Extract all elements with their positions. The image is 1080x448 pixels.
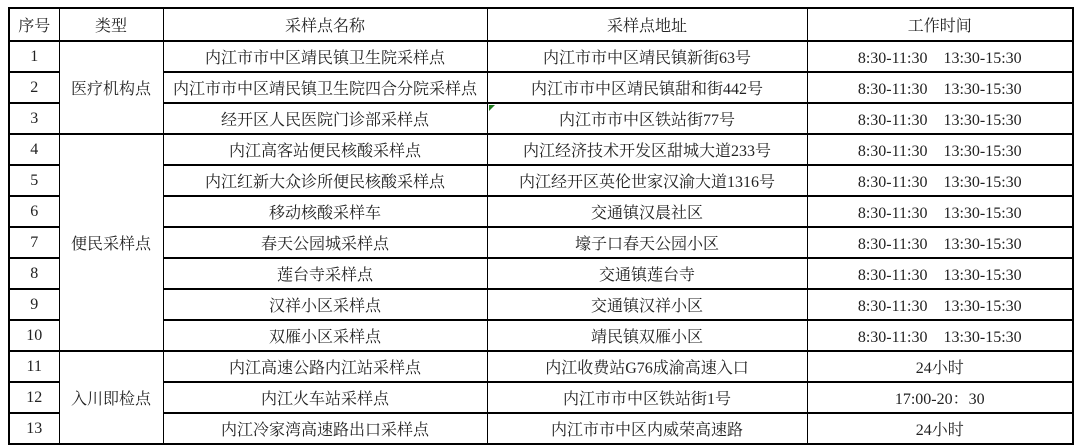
table-row (9, 103, 1073, 134)
table-row (9, 320, 1073, 351)
site-address-cell: 内江经开区英伦世家汉渝大道1316号 (487, 165, 807, 196)
site-address-cell: 内江市市中区靖民镇新街63号 (487, 41, 807, 72)
row-number-cell: 9 (9, 289, 59, 320)
site-name-cell: 经开区人民医院门诊部采样点 (163, 103, 487, 134)
table-row (9, 134, 1073, 165)
table-row (9, 165, 1073, 196)
row-number-cell: 5 (9, 165, 59, 196)
work-time-cell: 8:30-11:30 13:30-15:30 (807, 289, 1073, 320)
site-address-cell: 交通镇汉晨社区 (487, 196, 807, 227)
site-address-cell: 交通镇汉祥小区 (487, 289, 807, 320)
site-name-cell: 双雁小区采样点 (163, 320, 487, 351)
table-row (9, 258, 1073, 289)
work-time-cell: 8:30-11:30 13:30-15:30 (807, 134, 1073, 165)
site-name-cell: 移动核酸采样车 (163, 196, 487, 227)
work-time-cell: 8:30-11:30 13:30-15:30 (807, 320, 1073, 351)
site-name-cell: 内江市市中区靖民镇卫生院采样点 (163, 41, 487, 72)
site-address-cell (487, 103, 807, 134)
work-time-cell: 8:30-11:30 13:30-15:30 (807, 165, 1073, 196)
work-time-cell: 24小时 (807, 413, 1073, 444)
type-group-cell: 入川即检点 (59, 351, 163, 444)
type-group-cell: 便民采样点 (59, 134, 163, 351)
table-row (9, 413, 1073, 444)
site-name-cell: 春天公园城采样点 (163, 227, 487, 258)
site-address-cell: 靖民镇双雁小区 (487, 320, 807, 351)
table-row (9, 382, 1073, 413)
header-time: 工作时间 (807, 8, 1073, 41)
site-name-cell: 内江火车站采样点 (163, 382, 487, 413)
site-name-cell: 莲台寺采样点 (163, 258, 487, 289)
sampling-points-table (8, 7, 1074, 445)
site-address-cell: 内江市市中区靖民镇甜和街442号 (487, 72, 807, 103)
row-number-cell: 7 (9, 227, 59, 258)
table-row (9, 72, 1073, 103)
header-type: 类型 (59, 8, 163, 41)
work-time-cell: 8:30-11:30 13:30-15:30 (807, 196, 1073, 227)
site-address-cell: 交通镇莲台寺 (487, 258, 807, 289)
table-row (9, 196, 1073, 227)
type-group-cell: 医疗机构点 (59, 41, 163, 134)
row-number-cell: 6 (9, 196, 59, 227)
site-address-cell: 内江经济技术开发区甜城大道233号 (487, 134, 807, 165)
work-time-cell: 8:30-11:30 13:30-15:30 (807, 41, 1073, 72)
work-time-cell: 8:30-11:30 13:30-15:30 (807, 258, 1073, 289)
row-number-cell: 12 (9, 382, 59, 413)
row-number-cell: 1 (9, 41, 59, 72)
row-number-cell: 11 (9, 351, 59, 382)
table-row (9, 289, 1073, 320)
row-number-cell: 8 (9, 258, 59, 289)
site-address-text: 内江市市中区铁站街77号 (558, 112, 735, 129)
header-name: 采样点名称 (163, 8, 487, 41)
cell-corner-flag-icon (489, 105, 495, 111)
header-address: 采样点地址 (487, 8, 807, 41)
table-row (9, 227, 1073, 258)
header-no: 序号 (9, 8, 59, 41)
site-address-cell: 内江收费站G76成渝高速入口 (487, 351, 807, 382)
work-time-cell: 8:30-11:30 13:30-15:30 (807, 72, 1073, 103)
row-number-cell: 4 (9, 134, 59, 165)
work-time-cell: 8:30-11:30 13:30-15:30 (807, 227, 1073, 258)
row-number-cell: 3 (9, 103, 59, 134)
row-number-cell: 10 (9, 320, 59, 351)
row-number-cell: 13 (9, 413, 59, 444)
site-address-cell: 内江市市中区铁站街1号 (487, 382, 807, 413)
site-name-cell: 内江红新大众诊所便民核酸采样点 (163, 165, 487, 196)
site-address-cell: 壕子口春天公园小区 (487, 227, 807, 258)
site-name-cell: 内江冷家湾高速路出口采样点 (163, 413, 487, 444)
header-row (9, 8, 1073, 41)
site-name-cell: 内江市市中区靖民镇卫生院四合分院采样点 (163, 72, 487, 103)
table-row (9, 41, 1073, 72)
site-name-cell: 内江高速公路内江站采样点 (163, 351, 487, 382)
site-name-cell: 汉祥小区采样点 (163, 289, 487, 320)
work-time-cell: 8:30-11:30 13:30-15:30 (807, 103, 1073, 134)
table-row (9, 351, 1073, 382)
site-address-cell: 内江市市中区内威荣高速路 (487, 413, 807, 444)
site-name-cell: 内江高客站便民核酸采样点 (163, 134, 487, 165)
work-time-cell: 17:00-20：30 (807, 382, 1073, 413)
work-time-cell: 24小时 (807, 351, 1073, 382)
row-number-cell: 2 (9, 72, 59, 103)
